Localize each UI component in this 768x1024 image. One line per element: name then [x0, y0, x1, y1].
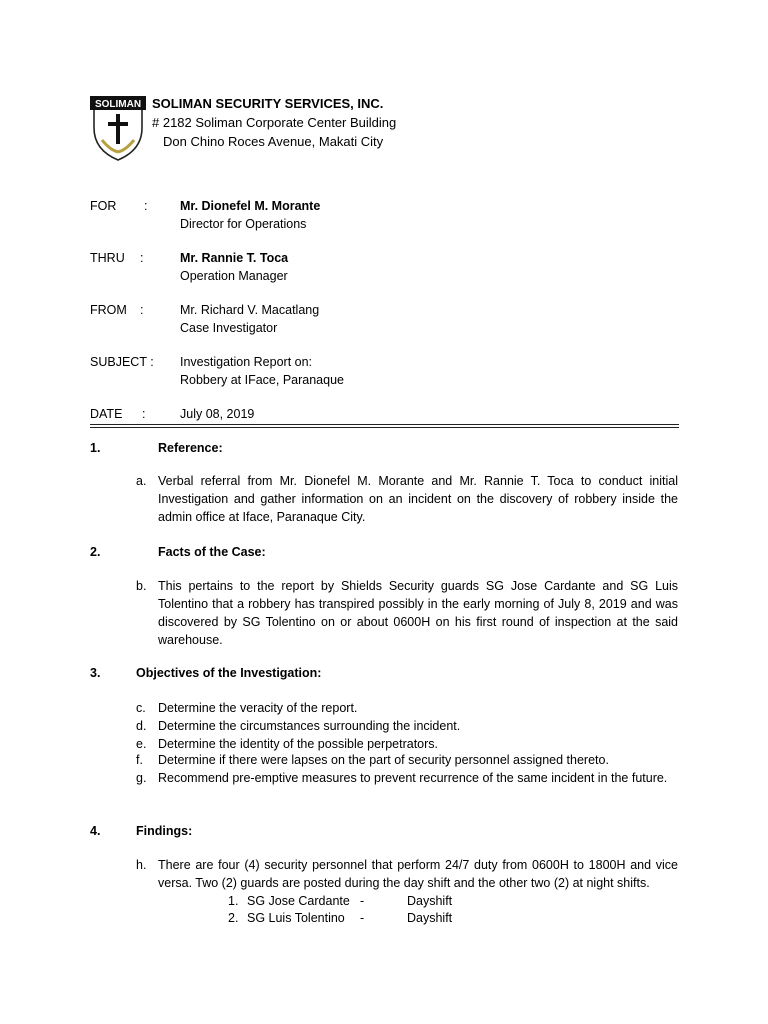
section-3-title: Objectives of the Investigation: — [136, 666, 322, 680]
date-colon: : — [142, 407, 146, 421]
section-3-number: 3. — [90, 666, 101, 680]
section-4-number: 4. — [90, 824, 101, 838]
guard-1-dash: - — [360, 894, 365, 908]
for-name: Mr. Dionefel M. Morante — [180, 199, 321, 213]
subject-line-2: Robbery at IFace, Paranaque — [180, 373, 344, 387]
subject-line-1: Investigation Report on: — [180, 355, 313, 369]
guard-2-name: SG Luis Tolentino — [247, 911, 345, 925]
guard-1-name: SG Jose Cardante — [247, 894, 350, 908]
section-4-title: Findings: — [136, 824, 193, 838]
company-name: SOLIMAN SECURITY SERVICES, INC. — [152, 96, 384, 111]
item-a-text: Verbal referral from Mr. Dionefel M. Morante and Mr. Rannie T. Toca to conduct initial Investigation and gather information on an incident on the discovery of robbery inside the admin office at Iface, Paranaque City. — [158, 474, 678, 524]
header-divider-top — [90, 424, 679, 425]
for-colon: : — [144, 199, 148, 213]
guard-2-dash: - — [360, 911, 365, 925]
section-1-title: Reference: — [158, 441, 223, 455]
thru-title: Operation Manager — [180, 269, 288, 283]
from-colon: : — [140, 303, 144, 317]
item-d-letter: d. — [136, 719, 147, 733]
item-c-text: Determine the veracity of the report. — [158, 701, 358, 715]
thru-name: Mr. Rannie T. Toca — [180, 251, 289, 265]
section-1-number: 1. — [90, 441, 101, 455]
company-logo — [88, 92, 148, 164]
item-d-text: Determine the circumstances surrounding the incident. — [158, 719, 461, 733]
section-2-title: Facts of the Case: — [158, 545, 266, 559]
item-a-letter: a. — [136, 474, 147, 488]
item-g-text: Recommend pre-emptive measures to prevent recurrence of the same incident in the future. — [158, 771, 668, 785]
item-g-letter: g. — [136, 771, 147, 785]
item-c-letter: c. — [136, 701, 146, 715]
for-title: Director for Operations — [180, 217, 307, 231]
guard-2-number: 2. — [228, 911, 239, 925]
logo-text: SOLIMAN — [94, 99, 142, 110]
thru-label: THRU — [90, 251, 125, 265]
item-b-letter: b. — [136, 579, 147, 593]
header-divider-bottom — [90, 427, 679, 428]
from-title: Case Investigator — [180, 321, 278, 335]
item-e-text: Determine the identity of the possible perpetrators. — [158, 737, 439, 751]
item-h-letter: h. — [136, 858, 147, 872]
from-name: Mr. Richard V. Macatlang — [180, 303, 320, 317]
date-label: DATE — [90, 407, 123, 421]
from-label: FROM — [90, 303, 127, 317]
subject-label: SUBJECT : — [90, 355, 154, 369]
item-h-text: There are four (4) security personnel that perform 24/7 duty from 0600H to 1800H and vice versa. Two (2) guards are posted during the day shift and the other two (2) at night shifts. — [158, 858, 678, 890]
item-b-text: This pertains to the report by Shields Security guards SG Jose Cardante and SG Luis Tolentino that a robbery has transpired possibly in the early morning of July 8, 2019 and was discovered by SG Tolentino on or about 0600H on his first round of inspection at the said warehouse. — [158, 579, 678, 647]
address-line-2: Don Chino Roces Avenue, Makati City — [163, 134, 384, 149]
thru-colon: : — [140, 251, 144, 265]
guard-2-shift: Dayshift — [407, 911, 453, 925]
date-value: July 08, 2019 — [180, 407, 255, 421]
guard-1-number: 1. — [228, 894, 239, 908]
item-e-letter: e. — [136, 737, 147, 751]
for-label: FOR — [90, 199, 117, 213]
item-f-text: Determine if there were lapses on the part of security personnel assigned thereto. — [158, 753, 609, 767]
address-line-1: # 2182 Soliman Corporate Center Building — [152, 115, 397, 130]
guard-1-shift: Dayshift — [407, 894, 453, 908]
section-2-number: 2. — [90, 545, 101, 559]
item-f-letter: f. — [136, 753, 143, 767]
